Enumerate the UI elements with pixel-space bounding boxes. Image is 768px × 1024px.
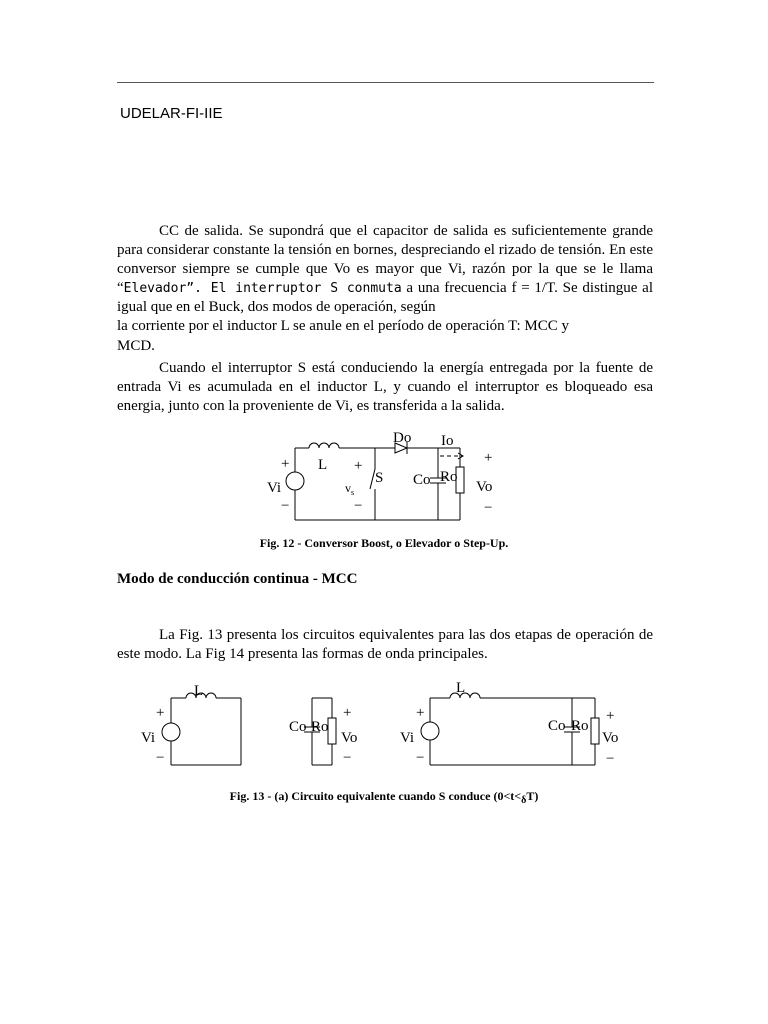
fig13a-vi-label: Vi <box>141 730 156 746</box>
header-rule <box>117 82 654 83</box>
fig12-vo-label: Vo <box>476 479 493 495</box>
fig13b-vi-plus: + <box>416 705 425 721</box>
fig12-ro-label: Ro <box>440 469 458 485</box>
fig13b-vo-minus: − <box>606 751 615 767</box>
fig13a-co-label: Co <box>289 719 307 735</box>
fig13-caption-text-1: Fig. 13 - (a) Circuito equivalente cuando S conduce (0<t< <box>229 789 522 803</box>
fig12-vs-plus: + <box>354 458 363 474</box>
paragraph-line-mcd: MCD. <box>117 338 155 354</box>
paragraph-intro-text-1: CC de salida. Se supondrá que el capacitor de salida es suficientemente grande para considerar constante la tensión en bornes, despreciando el rizado de tensión. En este conversor siempre se cumple que Vo es mayor que Vi, razón por la que se le llama “ <box>117 223 653 296</box>
fig13b-vi-label: Vi <box>400 730 415 746</box>
circuit-a-vi-source <box>162 723 180 741</box>
fig12-vo-minus: − <box>484 500 493 516</box>
fig12-vi-minus: − <box>281 498 290 514</box>
circuit-b-resistor <box>591 718 599 744</box>
paragraph-energy: Cuando el interruptor S está conduciendo la energía entregada por la fuente de entrada Vi es acumulada en el inductor L, y cuando el interruptor es bloqueado esa energia, junto con la proveniente de Vi, es transferida a la salida. <box>117 360 653 414</box>
fig12-vs-sub: s <box>351 488 355 497</box>
paragraph-intro <box>117 222 653 317</box>
section-heading-mcc: Modo de conducción continua - MCC <box>117 571 358 587</box>
fig13a-vo-minus: − <box>343 750 352 766</box>
paragraph-fig13-intro: La Fig. 13 presenta los circuitos equivalentes para las dos etapas de operación de este modo. La Fig 14 presenta las formas de onda principales. <box>117 627 653 662</box>
fig12-vi-plus: + <box>281 456 290 472</box>
fig13-caption <box>0 789 768 804</box>
fig13a-vo-label: Vo <box>341 730 358 746</box>
fig12-caption: Fig. 12 - Conversor Boost, o Elevador o Step-Up. <box>259 536 509 550</box>
fig12-l-label: L <box>318 457 328 473</box>
paragraph-line-mcc: la corriente por el inductor L se anule en el período de operación T: MCC y <box>117 318 570 334</box>
fig13b-vo-plus: + <box>606 708 615 724</box>
paragraph-intro-mono: Elevador”. El interruptor S conmuta <box>123 281 402 296</box>
page-header: UDELAR-FI-IIE <box>120 105 223 122</box>
fig12-vi-label: Vi <box>267 480 282 496</box>
paragraph-intro-text-2: a una frecuencia f = 1/T. Se distingue al igual que en el Buck, dos modos de operación, según <box>117 280 653 315</box>
fig13-caption-delta: δ <box>521 795 527 806</box>
fig13b-ro-label: Ro <box>571 718 589 734</box>
fig12-vs-minus: − <box>354 498 363 514</box>
fig13b-l-label: L <box>456 680 466 696</box>
fig13a-ro-label: Ro <box>311 719 329 735</box>
inductor-l <box>309 443 339 448</box>
boost-converter-diagram <box>0 420 768 530</box>
fig12-do-label: Do <box>393 430 412 446</box>
fig12-vo-plus: + <box>484 450 493 466</box>
fig12-vs-label: v <box>345 481 351 495</box>
fig13a-vi-minus: − <box>156 750 165 766</box>
fig13a-vo-plus: + <box>343 705 352 721</box>
fig12-io-label: Io <box>441 433 454 449</box>
fig13b-vo-label: Vo <box>602 730 619 746</box>
fig13b-co-label: Co <box>548 718 566 734</box>
fig12-co-label: Co <box>413 472 431 488</box>
fig12-s-label: S <box>375 470 384 486</box>
fig13a-vi-plus: + <box>156 705 165 721</box>
fig13a-l-label: L <box>194 683 204 699</box>
fig13-caption-text-2: T) <box>526 789 539 803</box>
circuit-a-resistor <box>328 718 336 744</box>
equivalent-circuits-diagram <box>0 675 768 780</box>
fig13b-vi-minus: − <box>416 750 425 766</box>
circuit-b-vi-source <box>421 722 439 740</box>
vi-source <box>286 472 304 490</box>
